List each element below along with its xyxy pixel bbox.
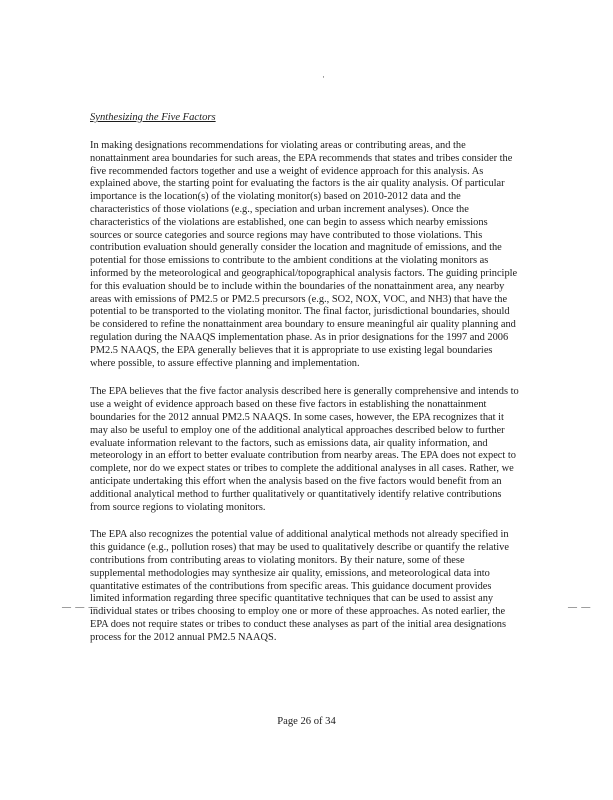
paragraph: In making designations recommendations for violating areas or contributing areas, and the nonattainment area boundaries for such areas, the EPA recommends that states and tribes consider the five recommended factors together and use a weight of evidence approach for this analysis. As explained above, the starting point for evaluating the factors is the air quality analysis. Of particular importance is the location(s) of the violating monitor(s) based on 2010-2012 data and the characteristics of those violations (e.g., speciation and urban increment analyses). Once the characteristics of the violations are established, one can begin to assess which nearby emissions sources or source categories and source regions may have contributed to those violations. This contribution evaluation should generally consider the location and magnitude of emissions, and the potential for those emissions to contribute to the ambient conditions at the violating monitors as informed by the meteorological and geographical/topographical analysis factors. The guiding principle for this evaluation should be to include within the boundaries of the nonattainment area, any nearby areas with emissions of PM2.5 or PM2.5 precursors (e.g., SO2, NOX, VOC, and NH3) that have the potential to be transported to the violating monitor. The final factor, jurisdictional boundaries, should be considered to refine the nonattainment area boundary to ensure meaningful air quality planning and regulation during the NAAQS implementation phase. As in prior designations for the 1997 and 2006 PM2.5 NAAQS, the EPA generally believes that it is appropriate to use existing legal boundaries where possible, to assure effective planning and implementation. (90, 140, 518, 369)
paragraph: The EPA also recognizes the potential value of additional analytical methods not already specified in this guidance (e.g., pollution roses) that may be used to qualitatively describe or quantify the relative contributions from contributing areas to violating monitors. By their nature, some of these supplemental methodologies may synthesize air quality, emissions, and meteorological data into quantitative estimates of the contributions from specific areas. This guidance document provides limited information regarding three specific quantitative techniques that can be used to assist any individual states or tribes choosing to employ one or more of these approaches. As noted earlier, the EPA does not require states or tribes to conduct these analyses as part of the initial area designations process for the 2012 annual PM2.5 NAAQS. (90, 529, 509, 643)
left-margin-mark: — — — (62, 602, 99, 612)
right-margin-mark: — — (568, 602, 592, 612)
top-mark: · (322, 72, 325, 82)
page-number: Page 26 of 34 (277, 716, 336, 727)
document-body (90, 112, 520, 659)
paragraph: The EPA believes that the five factor analysis described here is generally comprehensive and intends to use a weight of evidence approach based on these five factors in establishing the nonattainment boundaries for the 2012 annual PM2.5 NAAQS. In some cases, however, the EPA recognizes that it may also be useful to employ one of the additional analytical approaches described below to further evaluate information relevant to the factors, such as emissions data, air quality information, and meteorology in an effort to better evaluate contribution from nearby areas. The EPA does not expect to complete, nor do we expect states or tribes to complete the additional analyses in all cases. Rather, we anticipate undertaking this effort when the analysis based on the five factors would benefit from an additional analytical method to further qualitatively or quantitatively identify relative contributions from source regions to violating monitors. (90, 386, 519, 513)
section-heading: Synthesizing the Five Factors (90, 112, 216, 123)
